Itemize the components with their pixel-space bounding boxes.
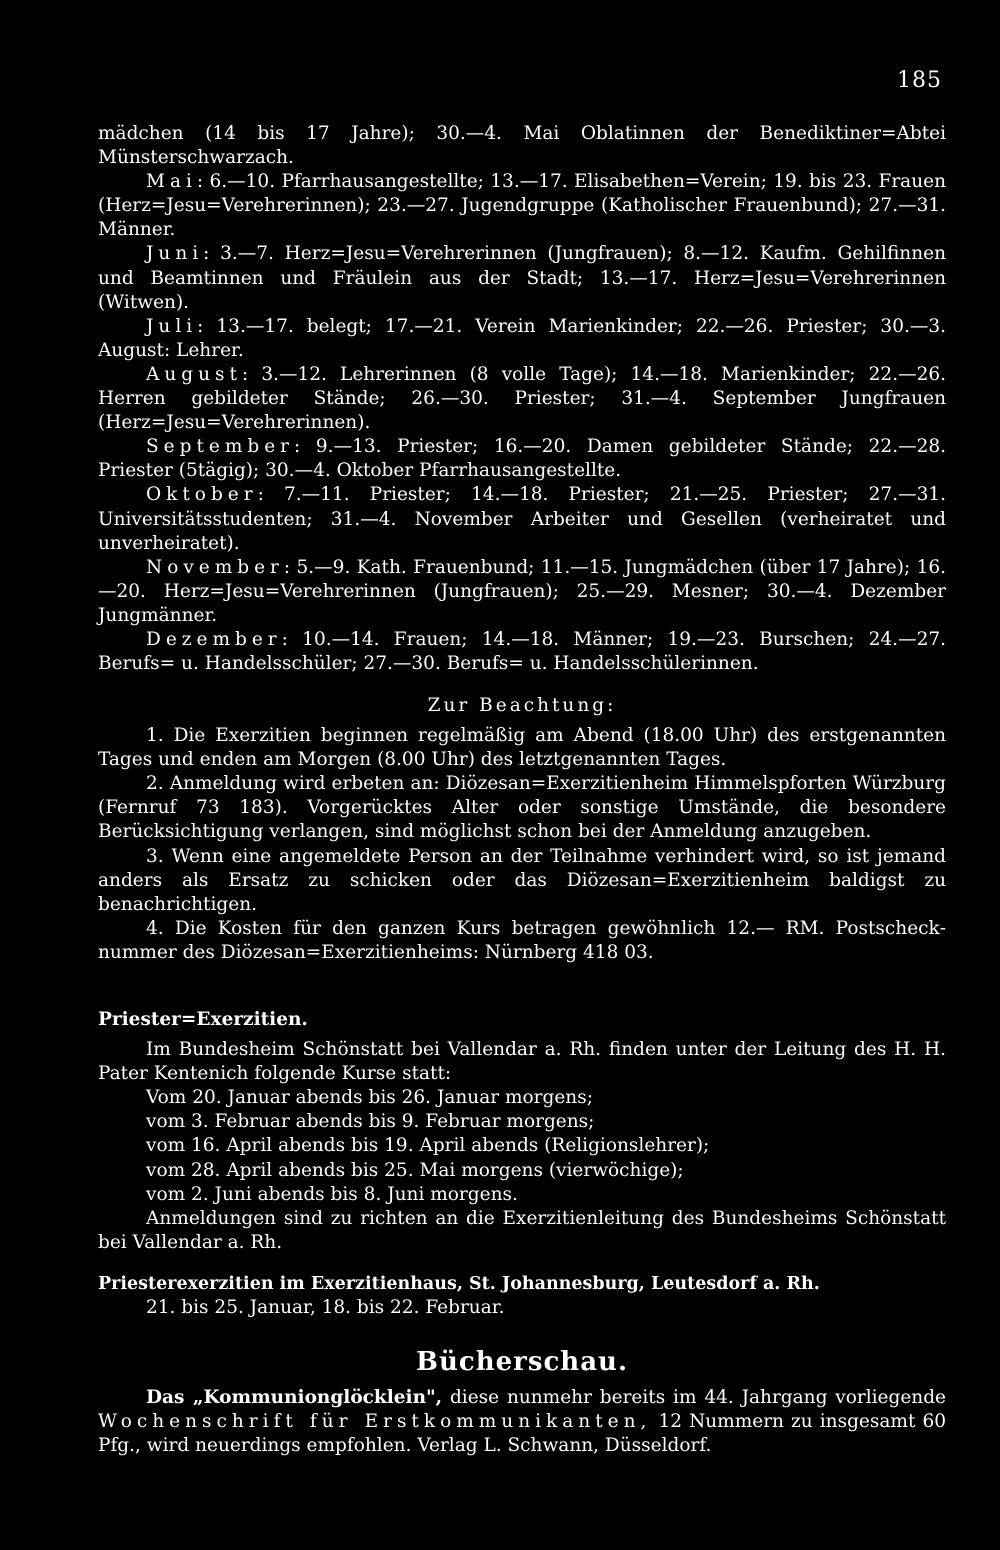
schedule-july [98,315,946,363]
month-label: Mai [146,171,197,193]
priest-exercises-heading: Priester=Exerzitien. [98,1009,308,1030]
month-text: : 13.—17. belegt; 17.—21. Verein Marienkinder; 22.—26. Priester; 30.—3. August: Lehrer. [98,315,946,361]
notice-heading: Zur Beachtung: [427,695,617,716]
course-item: vom 28. April abends bis 25. Mai morgens (vierwöchige); [146,1159,684,1181]
month-text: : 7.—11. Priester; 14.—18. Priester; 21.—25. Priester; 27.—31. Universitätsstudenten; 31.—4. November Arbeiter und Gesellen (verheiratet und unverheiratet). [98,484,946,554]
schedule-september [98,435,946,483]
priest-exercises-intro: Im Bundesheim Schönstatt bei Vallendar a. Rh. finden unter der Leitung des H. H. Pater Kentenich folgende Kurse statt: [98,1039,946,1085]
month-text: : 10.—14. Frauen; 14.—18. Männer; 19.—23. Burschen; 24.—27. Berufs= u. Handelsschüler; 27.—30. Berufs= u. Handelsschülerinnen. [98,628,946,675]
schedule-november [98,556,946,628]
page-number: 185 [897,68,942,93]
registration-note: Anmeldungen sind zu richten an die Exerzitienleitung des Bundesheims Schönstatt bei Vallendar a. Rh. [98,1207,946,1253]
month-label: Oktober [146,484,258,506]
book-title: Das „Kommunionglöcklein", [146,1387,443,1409]
month-text: : 3.—12. Lehrerinnen (8 volle Tage); 14.—18. Marienkinder; 22.—26. Herren gebildeter Stände; 26.—30. Priester; 31.—4. September Jungfrauen (Herz=Jesu=Verehrerinnen). [98,363,946,434]
leutesdorf-heading: Priesterexerzitien im Exerzitienhaus, St. Johannesburg, Leutesdorf a. Rh. [98,1274,820,1294]
schedule-continuation: mädchen (14 bis 17 Jahre); 30.—4. Mai Oblatinnen der Benediktiner=Abtei Münsterschwarzach. [98,123,946,169]
notice-item: 2. Anmeldung wird erbeten an: Diözesan=Exerzitienheim Himmelspforten Würzburg (Fernruf 73 183). Vorgerücktes Alter oder sonstige Umstände, die besondere Berücksichtigung verlangen, sind möglichst schon bei der Anmeldung anzugeben. [98,773,946,843]
book-text-b: 12 Nummern zu insgesamt 60 Pfg., wird neuerdings empfohlen. Verlag L. Schwann, Düsseldorf. [98,1411,946,1457]
course-item: vom 3. Februar abends bis 9. Februar morgens; [146,1111,595,1133]
notice-item: 3. Wenn eine angemeldete Person an der Teilnahme verhindert wird, so ist jemand anders als Ersatz zu schicken oder das Diözesan=Exerzitienheim baldigst zu benachrichtigen. [98,845,946,915]
month-label: August [146,363,242,385]
book-review-section [98,1347,946,1458]
exercise-schedule [98,122,946,676]
schedule-august [98,363,946,435]
course-item: vom 2. Juni abends bis 8. Juni morgens. [146,1183,518,1205]
schedule-june [98,242,946,314]
month-text: : 6.—10. Pfarrhausangestellte; 13.—17. Elisabethen=Verein; 19. bis 23. Frauen (Herz=Jesu=Verehrerinnen); 23.—27. Jugendgruppe (Katholischer Frauenbund); 27.—31. Männer. [98,171,946,241]
month-label: Juni [146,243,204,265]
month-label: November [146,556,284,578]
book-review-text [98,1386,946,1458]
schedule-may [98,170,946,242]
month-label: Juli [146,315,198,337]
book-review-heading: Bücherschau. [415,1347,629,1377]
schedule-october [98,483,946,555]
leutesdorf-section [98,1272,946,1320]
leutesdorf-dates: 21. bis 25. Januar, 18. bis 22. Februar. [146,1297,505,1319]
notice-section [98,694,946,965]
course-item: vom 16. April abends bis 19. April abends (Religionslehrer); [146,1135,710,1157]
month-label: Dezember [146,628,282,650]
priest-exercises-section [98,1008,946,1255]
month-text: : 5.—9. Kath. Frauenbund; 11.—15. Jungmädchen (über 17 Jahre); 16.—20. Herz=Jesu=Verehrerinnen (Jungfrauen); 25.—29. Mesner; 30.—4. Dezember Jungmänner. [98,556,946,626]
book-text-a: diese nunmehr bereits im 44. Jahrgang vorliegende [449,1387,946,1409]
course-item: Vom 20. Januar abends bis 26. Januar morgens; [146,1087,593,1109]
notice-item: 4. Die Kosten für den ganzen Kurs betragen gewöhnlich 12.— RM. Postschecknummer des Diözesan=Exerzitienheims: Nürnberg 418 03. [98,917,946,963]
book-text-spaced: Wochenschrift für Erstkommunikanten, [98,1411,652,1433]
schedule-december [98,628,946,676]
notice-item: 1. Die Exerzitien beginnen regelmäßig am Abend (18.00 Uhr) des erstgenannten Tages und enden am Morgen (8.00 Uhr) des letztgenannten Tages. [98,725,946,771]
month-label: September [146,436,295,458]
month-text: : 3.—7. Herz=Jesu=Verehrerinnen (Jungfrauen); 8.—12. Kaufm. Gehilfinnen und Beamtinnen und Fräulein aus der Stadt; 13.—17. Herz=Jesu=Verehrerinnen (Witwen). [98,243,946,313]
month-text: : 9.—13. Priester; 16.—20. Damen gebildeter Stände; 22.—28. Priester (5tägig); 30.—4. Oktober Pfarrhausangestellte. [98,436,946,482]
